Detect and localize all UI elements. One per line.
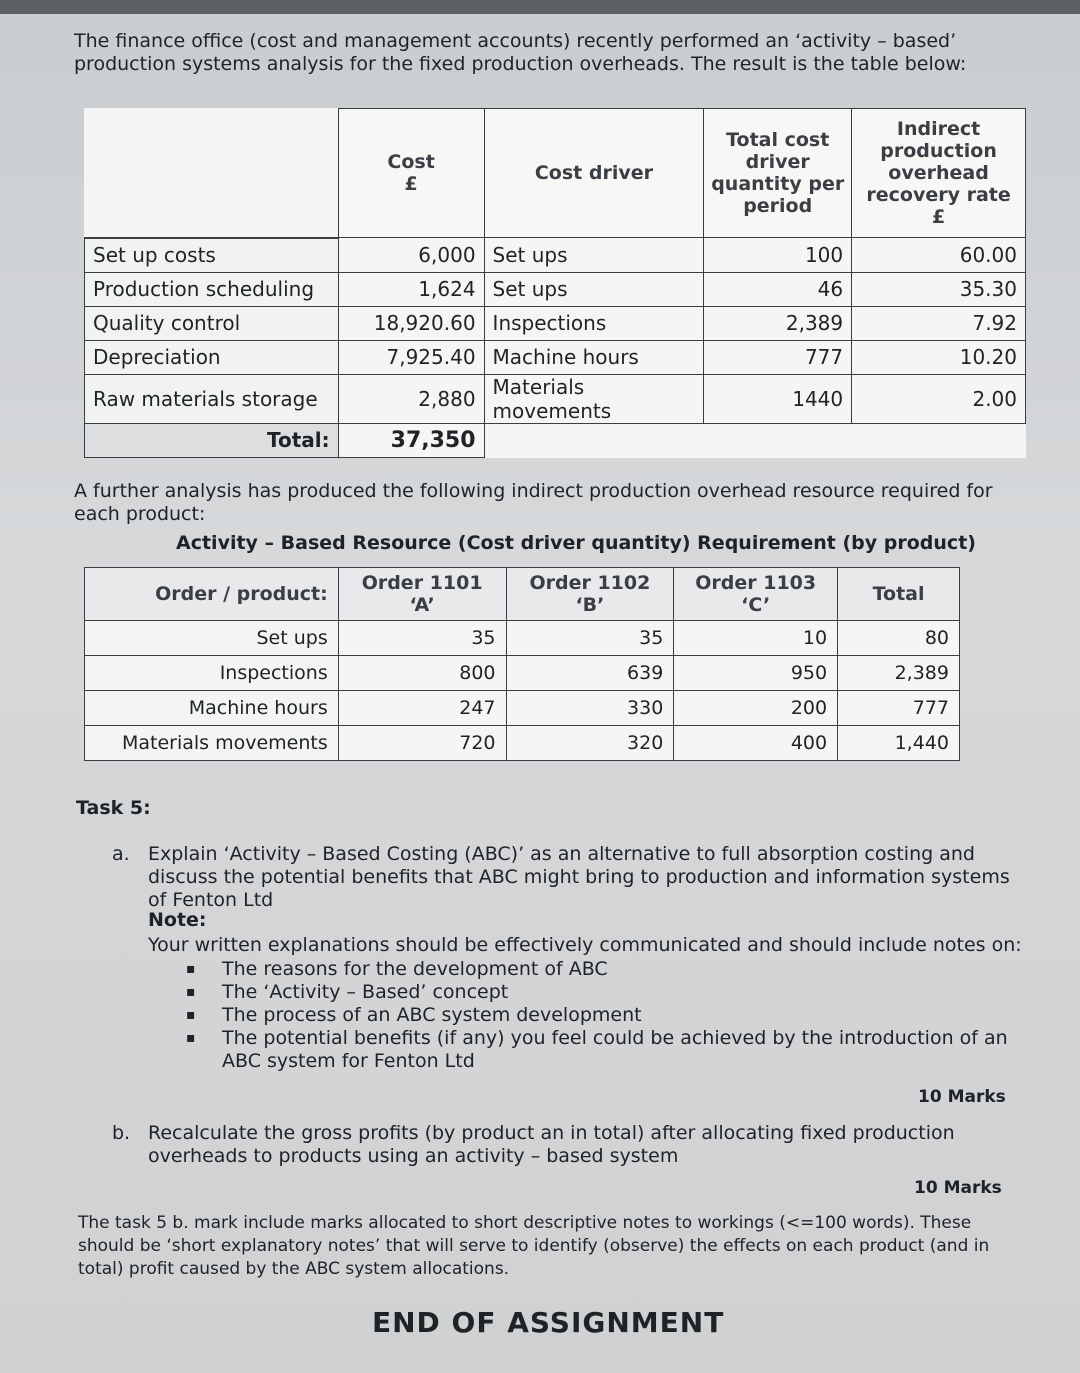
cost-cell: 6,000	[338, 238, 484, 273]
rate-cell: 2.00	[852, 374, 1026, 423]
header-order-b: Order 1102 ‘B’	[506, 568, 674, 621]
activity-cell: Quality control	[85, 306, 339, 340]
order-b-cell: 639	[506, 656, 674, 691]
table-row	[85, 374, 1026, 423]
task-footnote: The task 5 b. mark include marks allocated to short descriptive notes to workings (<=100 words). These should be ‘short explanatory notes’ that will serve to identify (observe) the effects on each product (and in total) profit caused by the ABC system allocations.	[78, 1213, 990, 1279]
rate-cell: 10.20	[852, 340, 1026, 374]
activity-cell: Set up costs	[85, 238, 339, 273]
order-c-cell: 400	[674, 726, 838, 761]
table-row	[85, 621, 960, 656]
intro-paragraph: The finance office (cost and management accounts) recently performed an ‘activity – based’ production systems analysis for the fixed production overheads. The result is the table below:	[74, 30, 967, 75]
order-a-cell: 720	[338, 726, 506, 761]
rate-cell: 60.00	[852, 238, 1026, 273]
table-row	[85, 272, 1026, 306]
further-analysis-paragraph: A further analysis has produced the following indirect production overhead resource required for each product:	[74, 480, 993, 525]
total-cell: 2,389	[838, 656, 960, 691]
row-label: Materials movements	[85, 726, 339, 761]
order-a-cell: 247	[338, 691, 506, 726]
task-a-marks: 10 Marks	[918, 1087, 1006, 1107]
table-row	[85, 656, 960, 691]
header-order-product: Order / product:	[85, 568, 339, 621]
table-row	[85, 306, 1026, 340]
table-header-row	[85, 568, 960, 621]
quantity-cell: 2,389	[704, 306, 852, 340]
total-cell: 1,440	[838, 726, 960, 761]
end-of-assignment: END OF ASSIGNMENT	[372, 1306, 725, 1339]
cost-cell: 7,925.40	[338, 340, 484, 374]
driver-cell: Set ups	[484, 272, 704, 306]
quantity-cell: 100	[704, 238, 852, 273]
header-order-c: Order 1103 ‘C’	[674, 568, 838, 621]
row-label: Machine hours	[85, 691, 339, 726]
quantity-cell: 46	[704, 272, 852, 306]
table-row	[85, 238, 1026, 273]
task-a-text: Explain ‘Activity – Based Costing (ABC)’ as an alternative to full absorption costing and discuss the potential benefits that ABC might bring to production and information systems of Fenton Ltd	[148, 843, 1010, 911]
total-empty-cell	[484, 423, 1025, 457]
rate-cell: 35.30	[852, 272, 1026, 306]
header-cost: Cost £	[338, 109, 484, 238]
task-b-marks: 10 Marks	[914, 1178, 1002, 1198]
driver-cell: Machine hours	[484, 340, 704, 374]
activity-cell: Depreciation	[85, 340, 339, 374]
note-bullet-list	[178, 958, 1012, 1073]
quantity-cell: 1440	[704, 374, 852, 423]
cost-cell: 1,624	[338, 272, 484, 306]
order-b-cell: 320	[506, 726, 674, 761]
order-a-cell: 800	[338, 656, 506, 691]
note-text: Your written explanations should be effectively communicated and should include notes on:	[148, 934, 1022, 956]
order-b-cell: 330	[506, 691, 674, 726]
header-total: Total	[838, 568, 960, 621]
order-c-cell: 200	[674, 691, 838, 726]
total-value: 37,350	[338, 423, 484, 457]
overhead-cost-table	[84, 108, 1026, 458]
list-item: ▪ The ‘Activity – Based’ concept	[178, 981, 1012, 1004]
total-row	[85, 423, 1026, 457]
header-quantity: Total cost driver quantity per period	[704, 109, 852, 238]
table2-title: Activity – Based Resource (Cost driver quantity) Requirement (by product)	[176, 532, 976, 554]
total-cell: 80	[838, 621, 960, 656]
header-blank-cell	[85, 109, 339, 238]
task-heading: Task 5:	[76, 797, 151, 819]
note-label: Note:	[148, 909, 207, 931]
cost-cell: 2,880	[338, 374, 484, 423]
activity-cell: Raw materials storage	[85, 374, 339, 423]
order-c-cell: 10	[674, 621, 838, 656]
task-a-letter: a.	[112, 843, 130, 865]
rate-cell: 7.92	[852, 306, 1026, 340]
list-item: ▪ The process of an ABC system development	[178, 1004, 1012, 1027]
order-a-cell: 35	[338, 621, 506, 656]
activity-cell: Production scheduling	[85, 272, 339, 306]
table-row	[85, 691, 960, 726]
driver-cell: Materials movements	[484, 374, 704, 423]
resource-requirement-table	[84, 567, 960, 761]
task-b-text: Recalculate the gross profits (by product an in total) after allocating fixed production overheads to products using an activity – based system	[148, 1122, 955, 1167]
order-c-cell: 950	[674, 656, 838, 691]
header-cost-driver: Cost driver	[484, 109, 704, 238]
list-item: ▪ The potential benefits (if any) you feel could be achieved by the introduction of an ABC system for Fenton Ltd	[178, 1027, 1012, 1073]
total-cell: 777	[838, 691, 960, 726]
list-item: ▪ The reasons for the development of ABC	[178, 958, 1012, 981]
total-label: Total:	[85, 423, 339, 457]
row-label: Set ups	[85, 621, 339, 656]
table-row	[85, 340, 1026, 374]
cost-cell: 18,920.60	[338, 306, 484, 340]
driver-cell: Inspections	[484, 306, 704, 340]
top-edge-bar	[0, 0, 1080, 14]
driver-cell: Set ups	[484, 238, 704, 273]
task-b-letter: b.	[112, 1122, 131, 1144]
order-b-cell: 35	[506, 621, 674, 656]
header-order-a: Order 1101 ‘A’	[338, 568, 506, 621]
quantity-cell: 777	[704, 340, 852, 374]
table-row	[85, 726, 960, 761]
row-label: Inspections	[85, 656, 339, 691]
header-recovery-rate: Indirect production overhead recovery rate £	[852, 109, 1026, 238]
table-header-row	[85, 109, 1026, 238]
